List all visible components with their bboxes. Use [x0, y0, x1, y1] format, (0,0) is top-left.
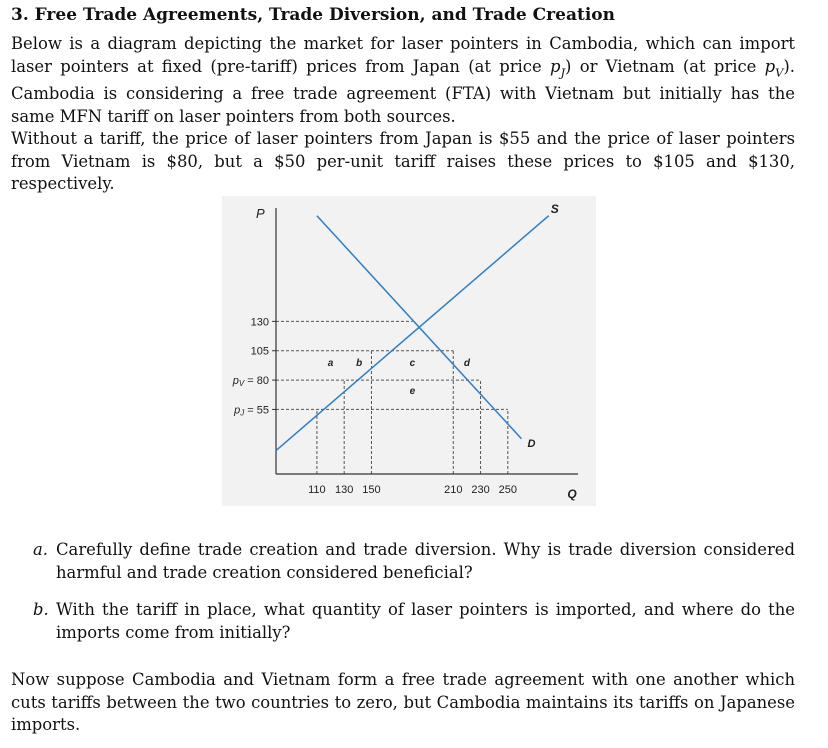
- part-b-label: b.: [33, 600, 49, 619]
- area-label-a: a: [327, 358, 334, 369]
- x-tick-label-3: 210: [444, 484, 463, 496]
- area-label-e: e: [409, 386, 416, 398]
- x-tick-label-4: 230: [471, 484, 490, 496]
- fta-paragraph: Now suppose Cambodia and Vietnam form a free trade agreement with one another which cuts tariffs between the two countries to zero, but Cambodia maintains its tariffs on Japanese imports.: [11, 670, 795, 734]
- problem-heading: 3. Free Trade Agreements, Trade Diversion, and Trade Creation: [11, 5, 615, 25]
- part-a-text: Carefully define trade creation and trade diversion. Why is trade diversion considered harmful and trade creation considered beneficial?: [56, 540, 795, 582]
- part-b-text: With the tariff in place, what quantity of laser pointers is imported, and where do the imports come from initially?: [56, 600, 795, 642]
- x-tick-label-0: 110: [308, 484, 326, 496]
- question-part-a: [33, 539, 795, 584]
- x-tick-label-5: 250: [498, 484, 517, 496]
- y-tick-label-2: pV = 80: [232, 375, 269, 389]
- market-chart: [222, 196, 596, 506]
- y-tick-label-3: pJ = 55: [234, 404, 269, 418]
- intro-paragraph: Below is a diagram depicting the market for laser pointers in Cambodia, which can import laser pointers at fixed (pre-tariff) prices from Japan (at price $p_J$) or Vietnam (at price $p_V$). Cambodia is considering a free trade agreement (FTA) with Vietnam but initially has the same MFN tariff on laser pointers from both sources.: [11, 34, 795, 126]
- market-diagram: [222, 196, 596, 506]
- x-axis-label: Q: [567, 487, 577, 501]
- y-axis-label: P: [256, 206, 265, 221]
- y-tick-label-1: 105: [250, 345, 269, 358]
- question-part-b: [33, 599, 795, 644]
- part-a-label: a.: [33, 540, 48, 559]
- y-tick-label-0: 130: [250, 316, 269, 329]
- supply-label: S: [550, 202, 559, 216]
- area-label-d: d: [463, 358, 470, 369]
- demand-curve: [317, 216, 522, 439]
- x-tick-label-2: 150: [362, 484, 381, 496]
- area-label-c: c: [409, 358, 416, 369]
- x-tick-label-1: 130: [335, 484, 354, 496]
- demand-label: D: [527, 437, 536, 450]
- supply-curve: [276, 216, 549, 451]
- area-label-b: b: [356, 358, 363, 369]
- prices-paragraph: Without a tariff, the price of laser pointers from Japan is $55 and the price of laser pointers from Vietnam is $80, but a $50 per-unit tariff raises these prices to $105 and $130, respectively.: [11, 129, 795, 193]
